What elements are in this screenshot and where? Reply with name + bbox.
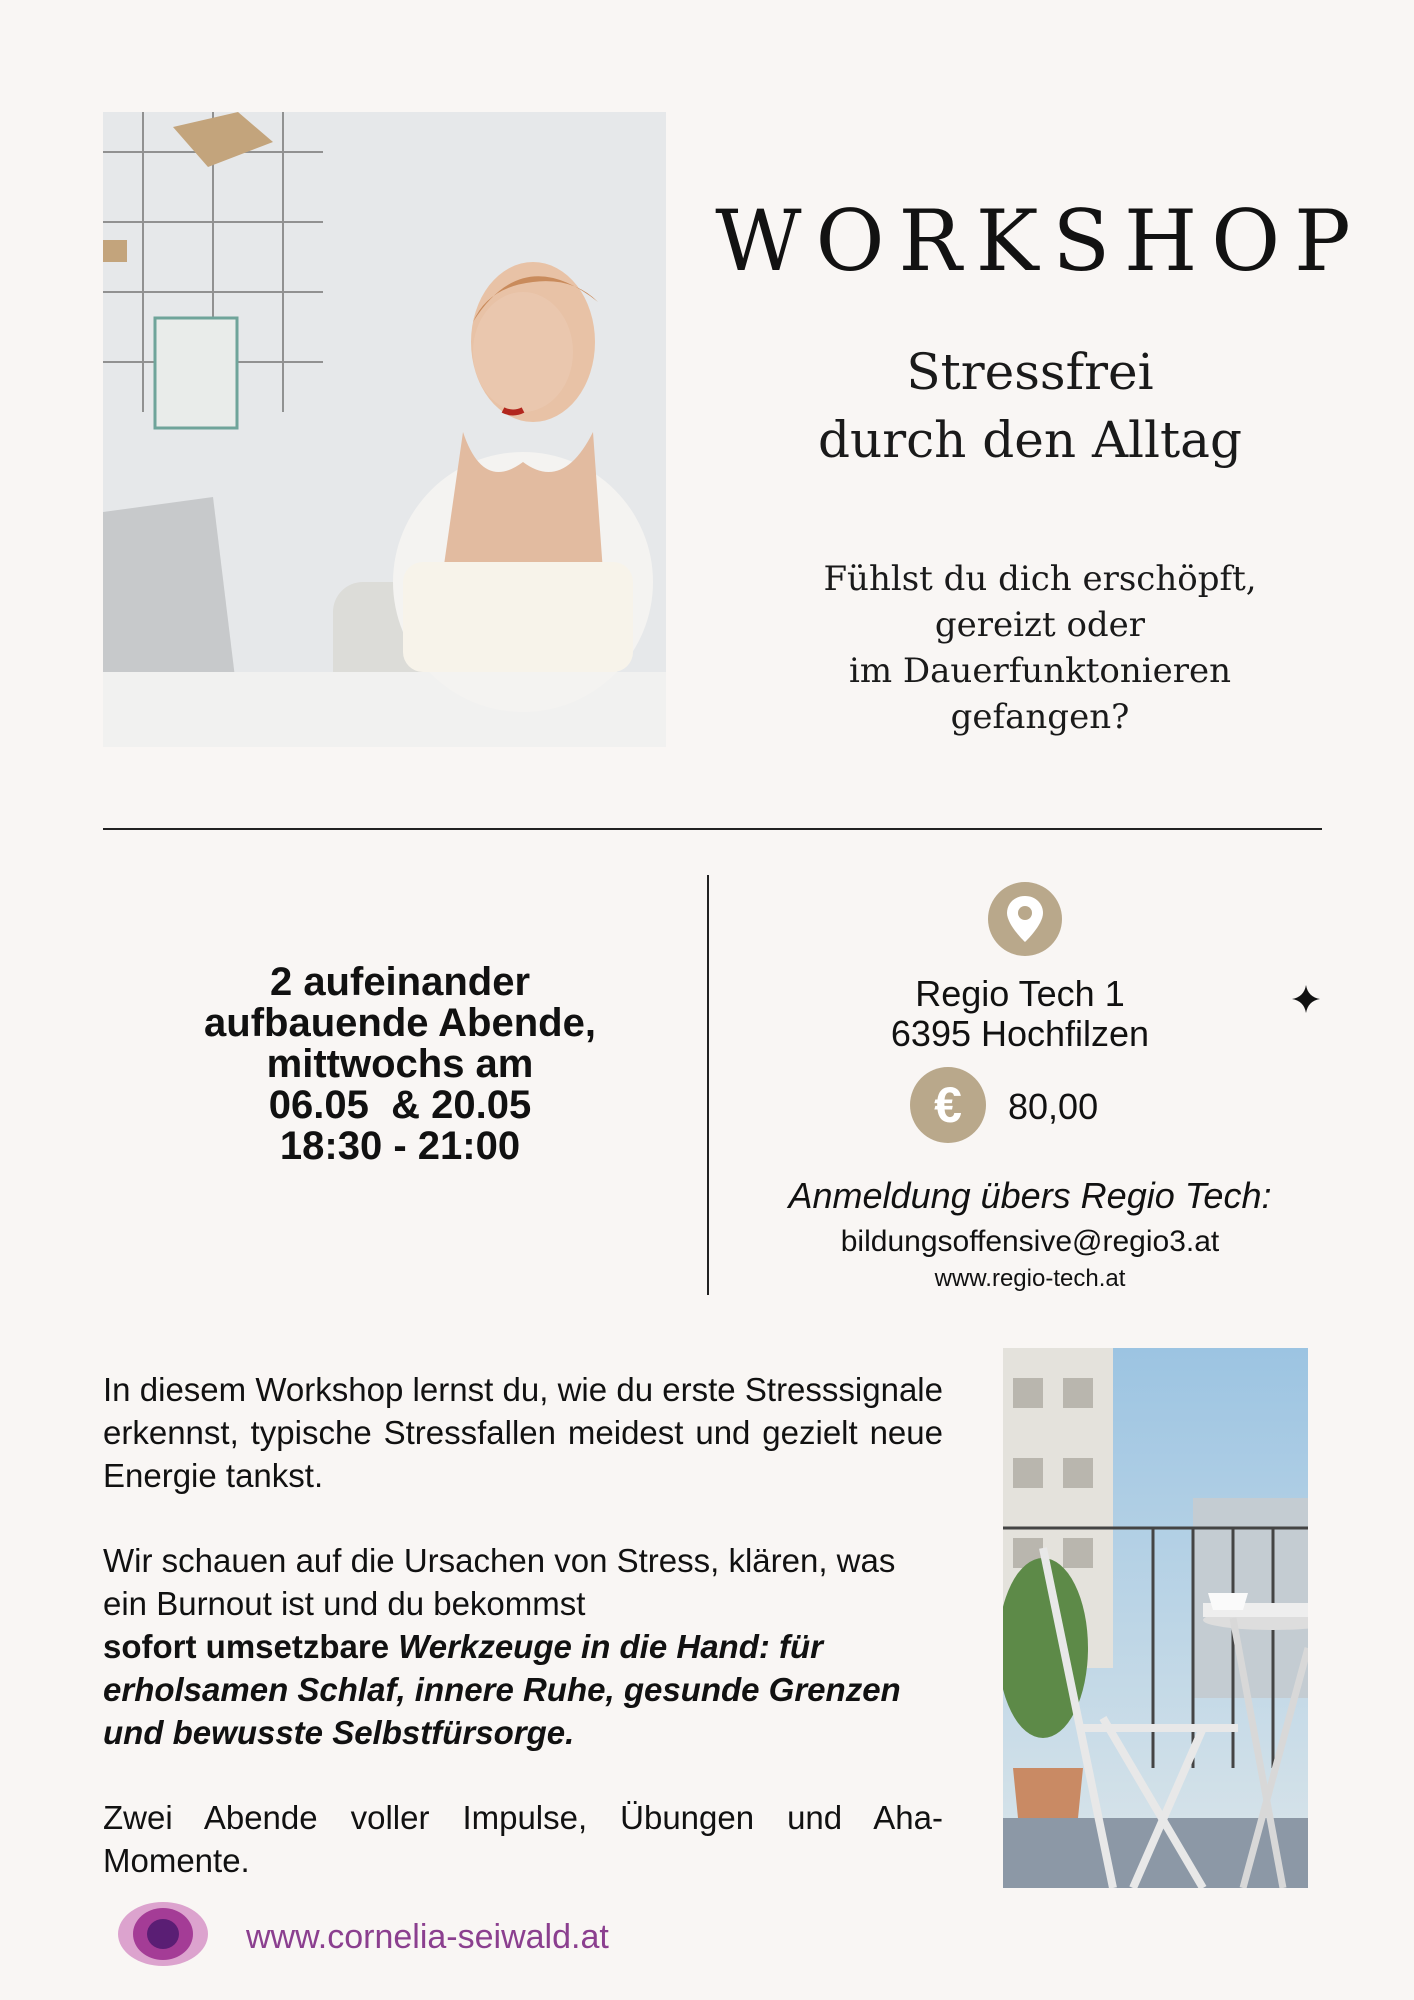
schedule-line: mittwochs am: [266, 1042, 534, 1086]
intro-question: [780, 556, 1300, 740]
schedule-line: 18:30 - 21:00: [279, 1124, 521, 1168]
question-line: gereizt oder: [934, 605, 1146, 645]
description-paragraph-3: Zwei Abende voller Impulse, Übungen und Aha-Momente.: [103, 1799, 943, 1879]
workshop-subtitle: [760, 338, 1300, 474]
description-plain: Wir schauen auf die Ursachen von Stress, klären, was ein Burnout ist und du bekommst: [103, 1542, 896, 1622]
schedule-info: [150, 962, 650, 1167]
sparkle-icon: [1292, 985, 1320, 1013]
description-bold: sofort umsetzbare: [103, 1628, 399, 1665]
schedule-line: 2 aufeinander: [269, 960, 531, 1004]
registration-website[interactable]: www.regio-tech.at: [934, 1265, 1126, 1292]
description-bold-italic: Werkzeuge in die Hand: für erholsamen Schlaf, innere Ruhe, gesunde Grenzen und bewusste Selbstfürsorge.: [103, 1628, 901, 1751]
footer-website-link[interactable]: www.cornelia-seiwald.at: [246, 1918, 609, 1956]
question-line: Fühlst du dich erschöpft,: [823, 559, 1257, 599]
map-pin-icon: [988, 882, 1062, 956]
euro-icon: €: [910, 1067, 986, 1143]
registration-label: Anmeldung übers Regio Tech:: [788, 1175, 1272, 1216]
price-value: 80,00: [1008, 1086, 1099, 1127]
balcony-photo: [1003, 1348, 1308, 1888]
stressed-woman-photo: [103, 112, 666, 747]
horizontal-divider: [103, 828, 1322, 830]
subtitle-line-2: durch den Alltag: [818, 411, 1242, 469]
workshop-description: [103, 1368, 943, 1924]
registration-email[interactable]: bildungsoffensive@regio3.at: [840, 1225, 1220, 1258]
question-line: gefangen?: [950, 697, 1130, 737]
brand-logo-icon: [118, 1900, 208, 1968]
address-line-1: Regio Tech 1: [915, 973, 1125, 1014]
question-line: im Dauerfunktonieren: [848, 651, 1231, 691]
vertical-divider: [707, 875, 709, 1295]
description-paragraph-2: [103, 1539, 943, 1754]
schedule-line: aufbauende Abende,: [204, 1001, 596, 1045]
location-address: [820, 974, 1220, 1054]
workshop-title: WORKSHOP: [715, 192, 1365, 290]
description-paragraph-1: In diesem Workshop lernst du, wie du erste Stresssignale erkennst, typische Stressfallen meidest und gezielt neue Energie tankst.: [103, 1371, 943, 1494]
schedule-line: 06.05 & 20.05: [268, 1083, 532, 1127]
address-line-2: 6395 Hochfilzen: [890, 1013, 1150, 1054]
subtitle-line-1: Stressfrei: [906, 343, 1154, 401]
